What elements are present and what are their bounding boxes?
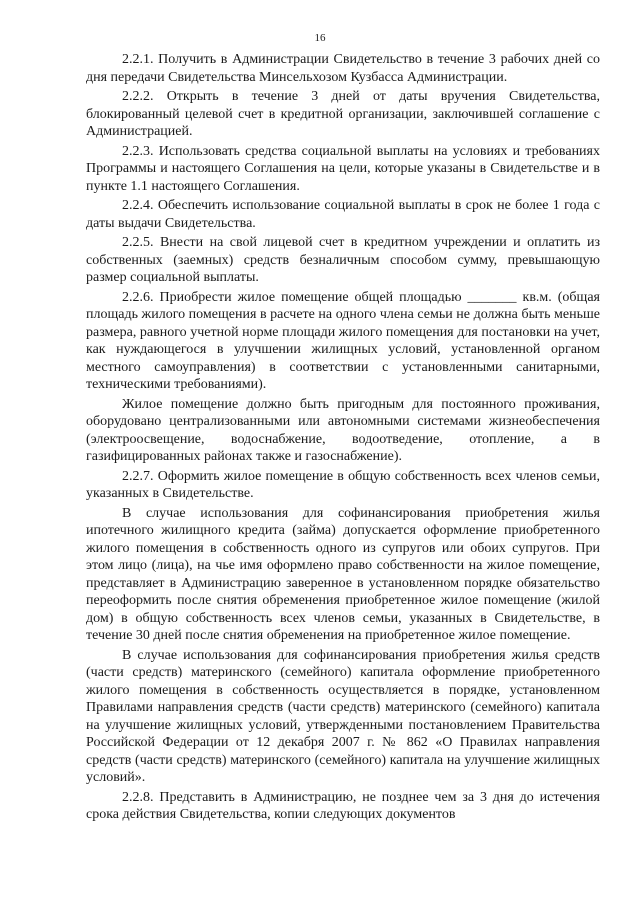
clause-2-2-1: 2.2.1. Получить в Администрации Свидетельство в течение 3 рабочих дней со дня передачи Свидетельства Минсельхозом Кузбасса Администрации. xyxy=(86,52,600,85)
clause-2-2-4: 2.2.4. Обеспечить использование социальной выплаты в срок не более 1 года с даты выдачи Свидетельства. xyxy=(86,198,600,231)
clause-2-2-6-housing-requirements: Жилое помещение должно быть пригодным для постоянного проживания, оборудовано централизованными или автономными системами жизнеобеспечения (электроосвещение, водоснабжение, водоотведение, отопление, а в газифицированных районах также и газоснабжение). xyxy=(86,396,600,464)
clause-2-2-7-maternity-capital-case: В случае использования для софинансирования приобретения жилья средств (части средств) материнского (семейного) капитала оформление приобретенного жилого помещения в собственность осуществляется в порядке, установленном Правилами направления средств (части средств) материнского (семейного) капитала на улучшение жилищных условий, утвержденными постановлением Правительства Российской Федерации от 12 декабря 2007 г. № 862 «О Правилах направления средств (части средств) материнского (семейного) капитала на улучшение жилищных условий». xyxy=(86,647,600,785)
clause-2-2-2: 2.2.2. Открыть в течение 3 дней от даты вручения Свидетельства, блокированный целевой счет в кредитной организации, заключившей соглашение с Администрацией. xyxy=(86,89,600,139)
clause-2-2-6: 2.2.6. Приобрести жилое помещение общей площадью _______ кв.м. (общая площадь жилого помещения в расчете на одного члена семьи не должна быть меньше размера, равного учетной норме площади жилого помещения для постановки на учет, как нуждающегося в улучшении жилищных условий, установленной органом местного самоуправления) в соответствии с установленными санитарными, техническими требованиями). xyxy=(86,289,600,392)
clause-2-2-3: 2.2.3. Использовать средства социальной выплаты на условиях и требованиях Программы и настоящего Соглашения на цели, которые указаны в Свидетельстве и в пункте 1.1 настоящего Соглашения. xyxy=(86,143,600,194)
document-body xyxy=(86,51,600,826)
clause-2-2-7: 2.2.7. Оформить жилое помещение в общую собственность всех членов семьи, указанных в Свидетельстве. xyxy=(86,468,600,501)
clause-2-2-7-mortgage-case: В случае использования для софинансирования приобретения жилья ипотечного жилищного кредита (займа) допускается оформление приобретенного жилого помещения в собственность одного из супругов или обоих супругов. При этом лицо (лица), на чье имя оформлено право собственности на жилое помещение, представляет в Администрацию заверенное в установленном порядке обязательство переоформить после снятия обременения приобретенное жилое помещение (жилой дом) в общую собственность всех членов семьи, указанных в Свидетельстве, в течение 30 дней после снятия обременения на приобретенное жилое помещение. xyxy=(86,505,600,643)
clause-2-2-8: 2.2.8. Представить в Администрацию, не позднее чем за 3 дня до истечения срока действия Свидетельства, копии следующих документов xyxy=(86,789,600,822)
clause-2-2-5: 2.2.5. Внести на свой лицевой счет в кредитном учреждении и оплатить из собственных (заемных) средств безналичным способом сумму, превышающую размер социальной выплаты. xyxy=(86,235,600,285)
page-number: 16 xyxy=(314,32,326,44)
